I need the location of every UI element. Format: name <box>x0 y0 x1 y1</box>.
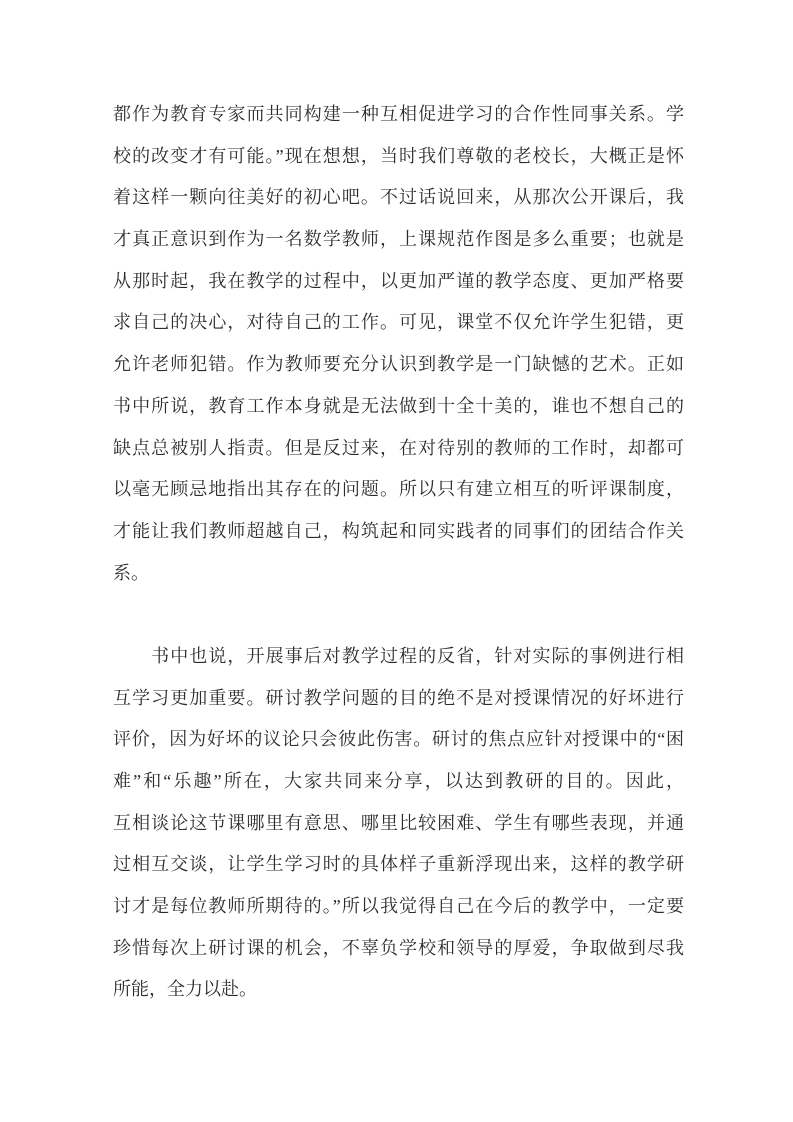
text-line: 求自己的决心，对待自己的工作。可见，课堂不仅允许学生犯错，更 <box>113 312 684 333</box>
text-line: 评价，因为好坏的议论只会彼此伤害。研讨的焦点应针对授课中的“困 <box>113 729 684 750</box>
text-line: 书中所说，教育工作本身就是无法做到十全十美的，谁也不想自己的 <box>113 395 684 416</box>
text-line: 着这样一颗向往美好的初心吧。不过话说回来，从那次公开课后，我 <box>113 187 684 208</box>
text-line: 才能让我们教师超越自己，构筑起和同实践者的同事们的团结合作关 <box>113 520 684 541</box>
text-line: 珍惜每次上研讨课的机会，不辜负学校和领导的厚爱，争取做到尽我 <box>113 937 684 958</box>
text-line: 才真正意识到作为一名数学教师，上课规范作图是多么重要；也就是 <box>113 229 684 250</box>
text-line: 书中也说，开展事后对教学过程的反省，针对实际的事例进行相 <box>113 645 684 666</box>
document-text-block <box>113 94 684 1011</box>
text-line: 从那时起，我在教学的过程中，以更加严谨的教学态度、更加严格要 <box>113 270 684 291</box>
text-line: 讨才是每位教师所期待的。”所以我觉得自己在今后的教学中，一定要 <box>113 896 684 917</box>
text-line: 过相互交谈，让学生学习时的具体样子重新浮现出来，这样的教学研 <box>113 854 684 875</box>
text-line: 都作为教育专家而共同构建一种互相促进学习的合作性同事关系。学 <box>113 104 684 124</box>
paragraph-2 <box>113 636 684 1011</box>
paragraph-1 <box>113 94 684 594</box>
text-line: 缺点总被别人指责。但是反过来，在对待别的教师的工作时，却都可 <box>113 437 684 458</box>
text-line: 所能，全力以赴。 <box>113 979 257 1000</box>
text-line: 以毫无顾忌地指出其存在的问题。所以只有建立相互的听评课制度， <box>113 479 684 500</box>
text-line: 互相谈论这节课哪里有意思、哪里比较困难、学生有哪些表现，并通 <box>113 812 684 833</box>
text-line: 校的改变才有可能。”现在想想，当时我们尊敬的老校长，大概正是怀 <box>113 145 684 166</box>
text-line: 难”和“乐趣”所在，大家共同来分享，以达到教研的目的。因此， <box>113 771 684 791</box>
text-line: 允许老师犯错。作为教师要充分认识到教学是一门缺憾的艺术。正如 <box>113 354 684 375</box>
text-line: 系。 <box>113 562 149 583</box>
text-line: 互学习更加重要。研讨教学问题的目的绝不是对授课情况的好坏进行 <box>113 687 684 708</box>
